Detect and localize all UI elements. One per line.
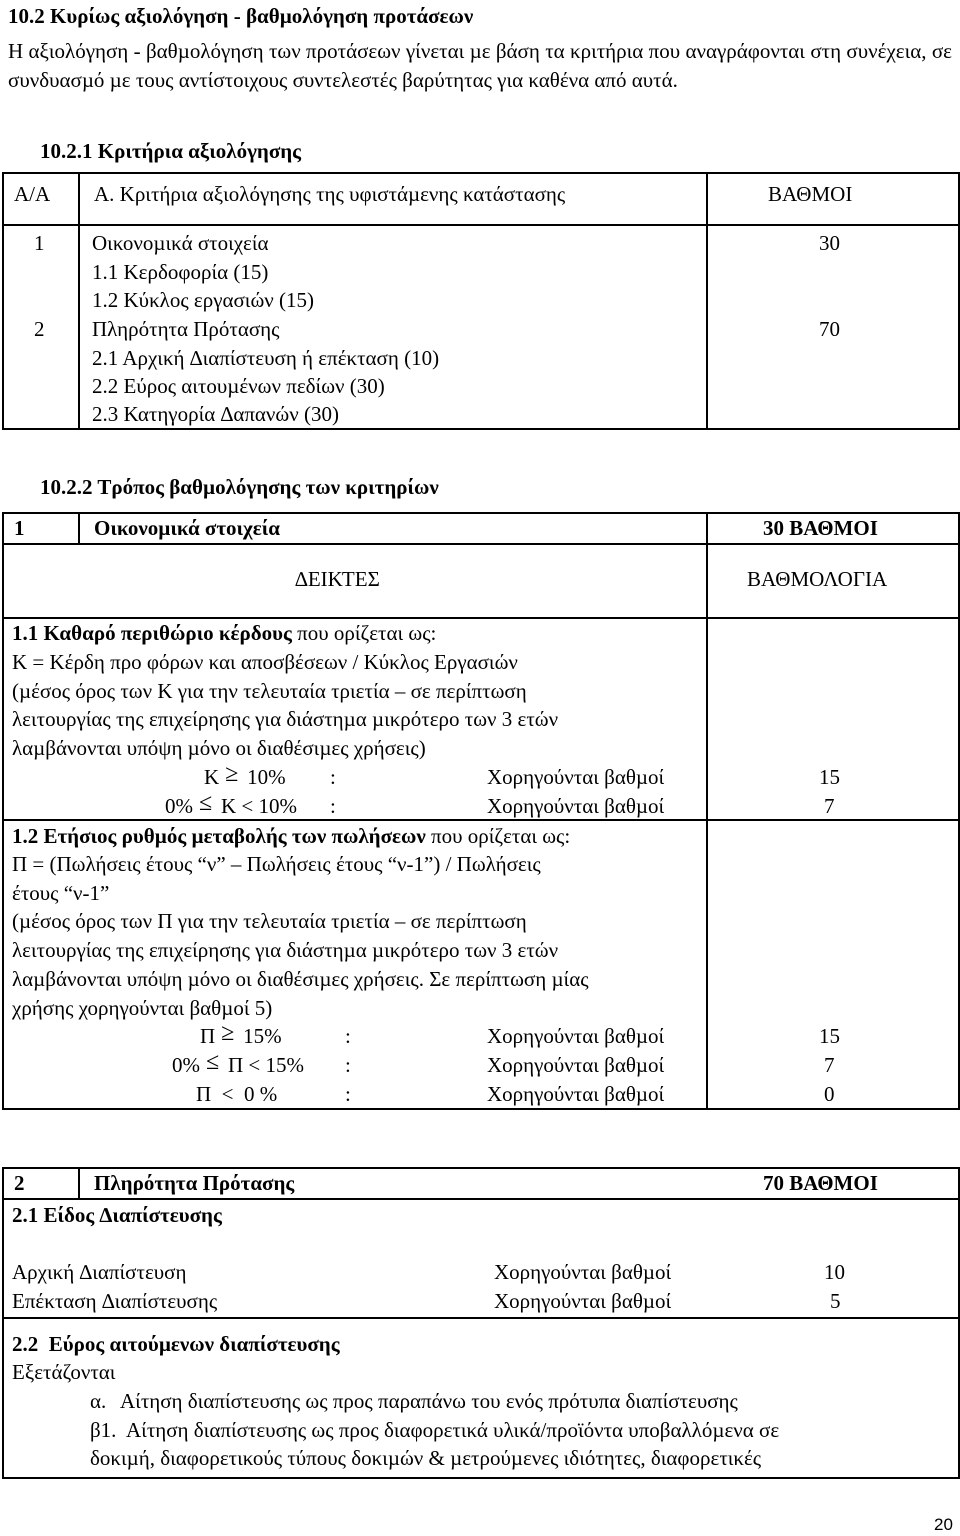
rule-text: Χορηγούνται βαθµοί — [487, 1053, 665, 1077]
completeness-header-title: Πληρότητα Πρότασης — [94, 1171, 295, 1195]
criterion-line: Κ = Κέρδη προ φόρων και αποσβέσεων / Κύκλος Εργασιών — [12, 650, 518, 674]
scoring-header-num: 1 — [14, 516, 25, 540]
accreditation-score: 10 — [824, 1260, 845, 1284]
criterion-line: λειτουργίας της επιχείρησης για διάστηµα µικρότερο των 3 ετών — [12, 938, 559, 962]
criteria-row-line: 2.1 Αρχική ∆ιαπίστευση ή επέκταση (10) — [92, 346, 440, 370]
criteria-row-line: Πληρότητα Πρότασης — [92, 317, 280, 341]
accreditation-score: 5 — [830, 1289, 841, 1313]
rule-lhs: Π — [200, 1024, 216, 1048]
rule-rhs: Κ < 10% — [221, 794, 298, 818]
rule-rhs: 10% — [247, 765, 286, 789]
criterion-title-rest: που ορίζεται ως: — [425, 824, 571, 848]
rule-score: 15 — [819, 1024, 840, 1048]
accreditation-text: Χορηγούνται βαθµοί — [494, 1260, 672, 1284]
criterion-line: (µέσος όρος των Π για την τελευταία τριετία – σε περίπτωση — [12, 909, 527, 933]
criteria-header-aa: Α/Α — [14, 182, 51, 206]
rule-colon: : — [330, 794, 336, 818]
criteria-row-line: Οικονοµικά στοιχεία — [92, 231, 269, 255]
subsection-2-1-title: 2.1 Είδος ∆ιαπίστευσης — [12, 1203, 222, 1227]
criteria-row-num: 2 — [34, 317, 45, 341]
accreditation-label: Αρχική ∆ιαπίστευση — [12, 1260, 187, 1284]
criteria-row-points: 70 — [819, 317, 840, 341]
rule-text: Χορηγούνται βαθµοί — [487, 1082, 665, 1106]
rule-score: 7 — [824, 1053, 835, 1077]
criterion-line: Π = (Πωλήσεις έτους “ν” – Πωλήσεις έτους “ν-1”) / Πωλήσεις — [12, 852, 541, 876]
list-item-line: δοκιµή, διαφορετικούς τύπους δοκιµών & µετρούµενες ιδιότητες, διαφορετικές — [90, 1446, 762, 1470]
rule-lhs: Π < 0 % — [196, 1082, 278, 1106]
rule-text: Χορηγούνται βαθµοί — [487, 794, 665, 818]
rule-lhs: 0% — [172, 1053, 200, 1077]
rule-text: Χορηγούνται βαθµοί — [487, 1024, 665, 1048]
col-scoring-label: ΒΑΘΜΟΛΟΓΙΑ — [747, 567, 888, 591]
criterion-line: λαµβάνονται υπόψη µόνο οι διαθέσιµες χρήσεις. Σε περίπτωση µίας — [12, 967, 589, 991]
rule-colon: : — [330, 765, 336, 789]
less-equal-icon — [203, 1054, 225, 1076]
criterion-title: 1.1 Καθαρό περιθώριο κέρδους — [12, 621, 292, 645]
section-intro: Η αξιολόγηση - βαθµολόγηση των προτάσεων γίνεται µε βάση τα κριτήρια που αναγράφονται στη συνέχεια, σε συνδυασµό µε τους αντίστοιχους συντελεστές βαρύτητας για καθένα από αυτά. — [8, 39, 952, 92]
criterion-title-rest: που ορίζεται ως: — [291, 621, 437, 645]
rule-lhs: 0% — [165, 794, 193, 818]
scoring-header-points: 30 ΒΑΘΜΟΙ — [763, 516, 878, 540]
rule-score: 0 — [824, 1082, 835, 1106]
criteria-subtitle: 10.2.1 Κριτήρια αξιολόγησης — [40, 139, 302, 163]
criteria-row-points: 30 — [819, 231, 840, 255]
criteria-row-num: 1 — [34, 231, 45, 255]
rule-rhs: Π < 15% — [228, 1053, 305, 1077]
subsection-2-2-title: 2.2 Εύρος αιτούµενων διαπίστευσης — [12, 1332, 340, 1356]
greater-equal-icon — [218, 1025, 240, 1047]
scoring-header-title: Οικονοµικά στοιχεία — [94, 516, 280, 540]
rule-score: 15 — [819, 765, 840, 789]
rule-lhs: Κ — [204, 765, 220, 789]
accreditation-label: Επέκταση ∆ιαπίστευσης — [12, 1289, 218, 1313]
criterion-line: λειτουργίας της επιχείρησης για διάστηµα µικρότερο των 3 ετών — [12, 707, 559, 731]
section-title: 10.2 Κυρίως αξιολόγηση - βαθµολόγηση προτάσεων — [8, 4, 474, 28]
rule-text: Χορηγούνται βαθµοί — [487, 765, 665, 789]
list-item-marker: β1. — [90, 1418, 117, 1442]
criterion-line: έτους “ν-1” — [12, 881, 110, 905]
criteria-row-line: 1.1 Κερδοφορία (15) — [92, 260, 269, 284]
rule-rhs: 15% — [243, 1024, 282, 1048]
rule-colon: : — [345, 1082, 351, 1106]
criterion-line: χρήσης χορηγούνται βαθµοί 5) — [12, 996, 273, 1020]
criteria-header-criterion: Α. Κριτήρια αξιολόγησης της υφιστάµενης κατάστασης — [94, 182, 566, 206]
criterion-line: (µέσος όρος των Κ για την τελευταία τριετία – σε περίπτωση — [12, 679, 527, 703]
rule-colon: : — [345, 1024, 351, 1048]
rule-score: 7 — [824, 794, 835, 818]
criterion-line: λαµβάνονται υπόψη µόνο οι διαθέσιµες χρήσεις) — [12, 736, 426, 760]
less-equal-icon — [196, 795, 218, 817]
accreditation-text: Χορηγούνται βαθµοί — [494, 1289, 672, 1313]
scoring-subtitle: 10.2.2 Τρόπος βαθµολόγησης των κριτηρίων — [40, 475, 439, 499]
completeness-header-points: 70 ΒΑΘΜΟΙ — [763, 1171, 878, 1195]
list-item-line: Αίτηση διαπίστευσης ως προς διαφορετικά υλικά/προϊόντα υποβαλλόµενα σε — [126, 1418, 780, 1442]
criteria-row-line: 1.2 Κύκλος εργασιών (15) — [92, 288, 314, 312]
completeness-header-num: 2 — [14, 1171, 25, 1195]
rule-colon: : — [345, 1053, 351, 1077]
subsection-2-2-intro: Εξετάζονται — [12, 1360, 116, 1384]
list-item-marker: α. — [90, 1389, 107, 1413]
criterion-title: 1.2 Ετήσιος ρυθµός µεταβολής των πωλήσεων — [12, 824, 426, 848]
list-item-line: Αίτηση διαπίστευσης ως προς παραπάνω του ενός πρότυπα διαπίστευσης — [120, 1389, 738, 1413]
page-number: 20 — [934, 1515, 953, 1534]
criteria-row-line: 2.3 Κατηγορία ∆απανών (30) — [92, 402, 339, 426]
criteria-row-line: 2.2 Εύρος αιτουµένων πεδίων (30) — [92, 374, 385, 398]
greater-equal-icon — [222, 766, 244, 788]
criteria-header-points: ΒΑΘΜΟΙ — [768, 182, 853, 206]
col-indicators-label: ∆ΕΙΚΤΕΣ — [295, 567, 380, 591]
